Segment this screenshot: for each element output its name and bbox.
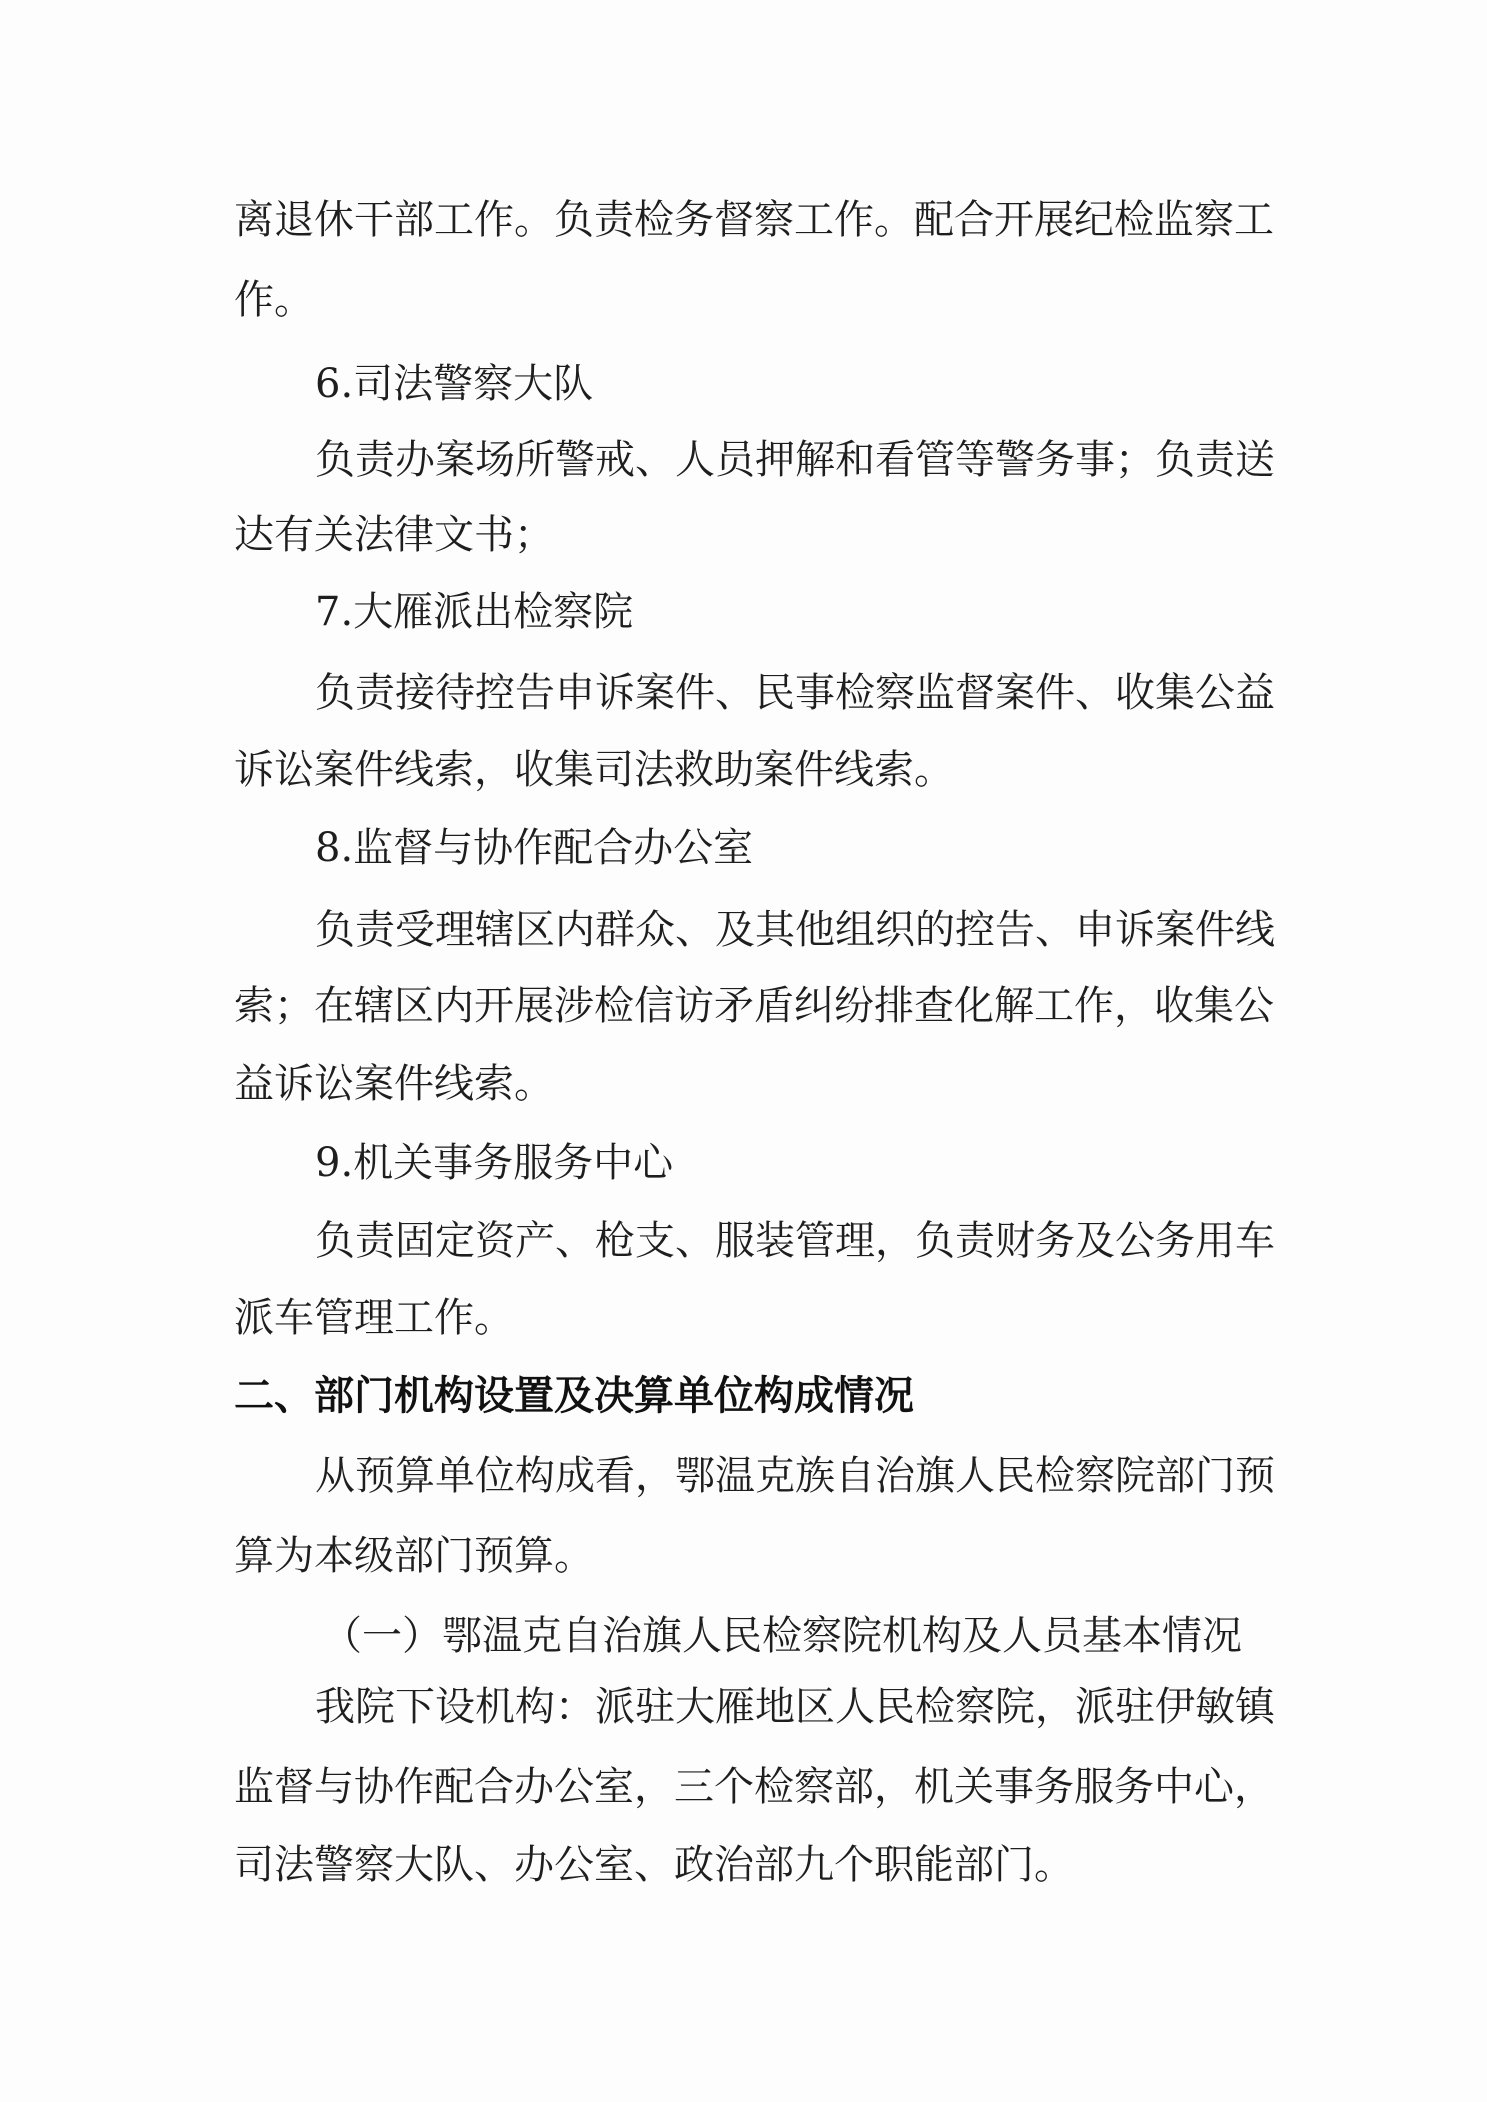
- paragraph-line: 监督与协作配合办公室，三个检察部，机关事务服务中心，: [234, 1764, 1274, 1810]
- section-heading: 二、部门机构设置及决算单位构成情况: [234, 1373, 914, 1419]
- paragraph-line: 负责接待控告申诉案件、民事检察监督案件、收集公益: [315, 670, 1275, 716]
- paragraph-line: 负责办案场所警戒、人员押解和看管等警务事；负责送: [315, 437, 1275, 483]
- item-title: 8.监督与协作配合办公室: [315, 825, 754, 871]
- item-title: 6.司法警察大队: [315, 361, 594, 407]
- paragraph-line: 作。: [234, 277, 314, 323]
- paragraph-line: 离退休干部工作。负责检务督察工作。配合开展纪检监察工: [234, 197, 1274, 243]
- paragraph-line: 达有关法律文书；: [234, 512, 554, 558]
- paragraph-line: 我院下设机构：派驻大雁地区人民检察院，派驻伊敏镇: [315, 1684, 1275, 1730]
- item-title: 7.大雁派出检察院: [315, 589, 634, 635]
- item-title: 9.机关事务服务中心: [315, 1140, 674, 1186]
- paragraph-line: 算为本级部门预算。: [234, 1533, 594, 1579]
- paragraph-line: 益诉讼案件线索。: [234, 1061, 554, 1107]
- subsection-heading: （一）鄂温克自治旗人民检察院机构及人员基本情况: [322, 1613, 1242, 1659]
- paragraph-line: 诉讼案件线索，收集司法救助案件线索。: [234, 747, 954, 793]
- paragraph-line: 负责受理辖区内群众、及其他组织的控告、申诉案件线: [315, 907, 1275, 953]
- paragraph-line: 派车管理工作。: [234, 1295, 514, 1341]
- paragraph-line: 负责固定资产、枪支、服装管理，负责财务及公务用车: [315, 1218, 1275, 1264]
- paragraph-line: 司法警察大队、办公室、政治部九个职能部门。: [234, 1842, 1074, 1888]
- paragraph-line: 索；在辖区内开展涉检信访矛盾纠纷排查化解工作，收集公: [234, 983, 1274, 1029]
- paragraph-line: 从预算单位构成看，鄂温克族自治旗人民检察院部门预: [315, 1453, 1275, 1499]
